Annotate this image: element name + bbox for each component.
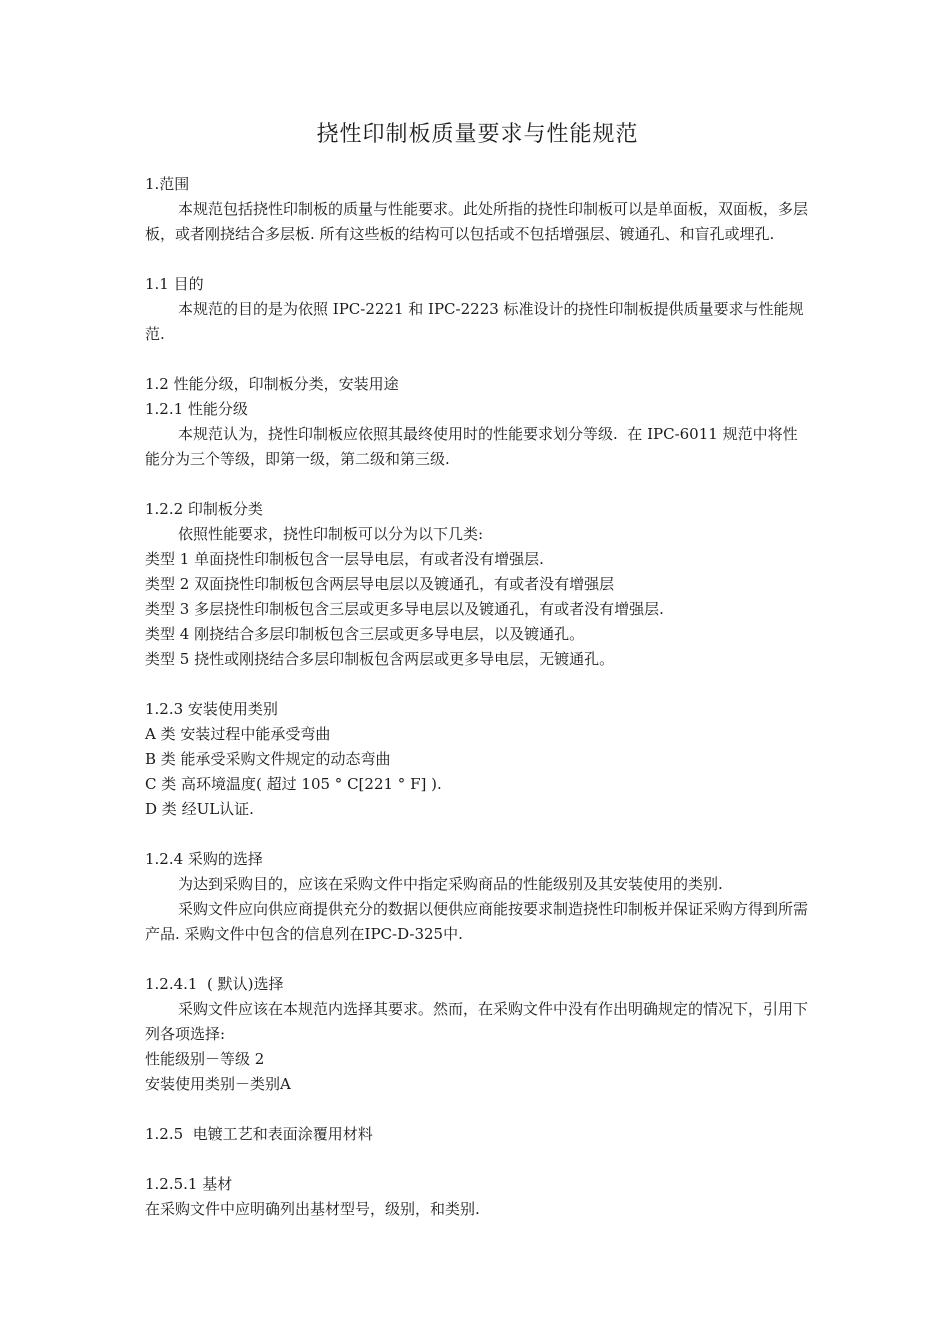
spacer: [145, 472, 810, 497]
section-1-2-2-intro: 依照性能要求，挠性印制板可以分为以下几类:: [178, 525, 484, 543]
section-1-heading: 1.范围: [145, 175, 190, 193]
section-1-2-4-para-2: 采购文件应向供应商提供充分的数据以便供应商能按要求制造挠性印制板并保证采购方得到所需产品. 采购文件中包含的信息列在IPC-D-325中.: [145, 900, 809, 943]
spacer: [145, 822, 810, 847]
section-1-1-heading: 1.1 目的: [145, 275, 204, 293]
section-1-2-1-heading: 1.2.1 性能分级: [145, 400, 248, 418]
category-item: C 类 高环境温度( 超过 105 ° C[221 ° F] ).: [145, 775, 442, 793]
spacer: [145, 672, 810, 697]
section-1-2-4-1-heading: 1.2.4.1 ( 默认)选择: [145, 975, 284, 993]
spacer: [145, 1147, 810, 1172]
section-1-2-1-body: 本规范认为，挠性印制板应依照其最终使用时的性能要求划分等级. 在 IPC-6011 规范中将性能分为三个等级，即第一级，第二级和第三级.: [145, 425, 798, 468]
spacer: [145, 347, 810, 372]
section-1-2-2-heading: 1.2.2 印制板分类: [145, 500, 263, 518]
type-item: 类型 5 挠性或刚挠结合多层印制板包含两层或更多导电层，无镀通孔。: [145, 650, 615, 668]
type-item: 类型 1 单面挠性印制板包含一层导电层，有或者没有增强层.: [145, 550, 544, 568]
section-1-2-5-1-heading: 1.2.5.1 基材: [145, 1175, 233, 1193]
section-1-2-heading: 1.2 性能分级，印制板分类，安装用途: [145, 375, 399, 393]
default-category-line: 安装使用类别－类别A: [145, 1075, 291, 1093]
section-1-2-4-1-body: 采购文件应该在本规范内选择其要求。然而，在采购文件中没有作出明确规定的情况下，引用下列各项选择:: [145, 1000, 809, 1043]
category-item: A 类 安装过程中能承受弯曲: [145, 725, 331, 743]
default-level-line: 性能级别－等级 2: [145, 1050, 265, 1068]
spacer: [145, 247, 810, 272]
type-item: 类型 4 刚挠结合多层印制板包含三层或更多导电层，以及镀通孔。: [145, 625, 585, 643]
type-item: 类型 2 双面挠性印制板包含两层导电层以及镀通孔，有或者没有增强层: [145, 575, 615, 593]
section-1-body: 本规范包括挠性印制板的质量与性能要求。此处所指的挠性印制板可以是单面板，双面板，多层板，或者刚挠结合多层板. 所有这些板的结构可以包括或不包括增强层、镀通孔、和盲孔或埋孔.: [145, 200, 809, 243]
type-item: 类型 3 多层挠性印制板包含三层或更多导电层以及镀通孔，有或者没有增强层.: [145, 600, 664, 618]
section-1-2-4-para-1: 为达到采购目的，应该在采购文件中指定采购商品的性能级别及其安装使用的类别.: [178, 875, 723, 893]
document-title: 挠性印制板质量要求与性能规范: [316, 122, 639, 147]
category-item: D 类 经UL认证.: [145, 800, 254, 818]
category-item: B 类 能承受采购文件规定的动态弯曲: [145, 750, 391, 768]
section-1-2-4-heading: 1.2.4 采购的选择: [145, 850, 263, 868]
section-1-2-3-heading: 1.2.3 安装使用类别: [145, 700, 278, 718]
section-1-1-body: 本规范的目的是为依照 IPC-2221 和 IPC-2223 标准设计的挠性印制板提供质量要求与性能规范.: [145, 300, 804, 343]
spacer: [145, 1097, 810, 1122]
section-1-2-5-heading: 1.2.5 电镀工艺和表面涂覆用材料: [145, 1125, 373, 1143]
section-1-2-5-1-body: 在采购文件中应明确列出基材型号，级别，和类别.: [145, 1200, 480, 1218]
spacer: [145, 947, 810, 972]
